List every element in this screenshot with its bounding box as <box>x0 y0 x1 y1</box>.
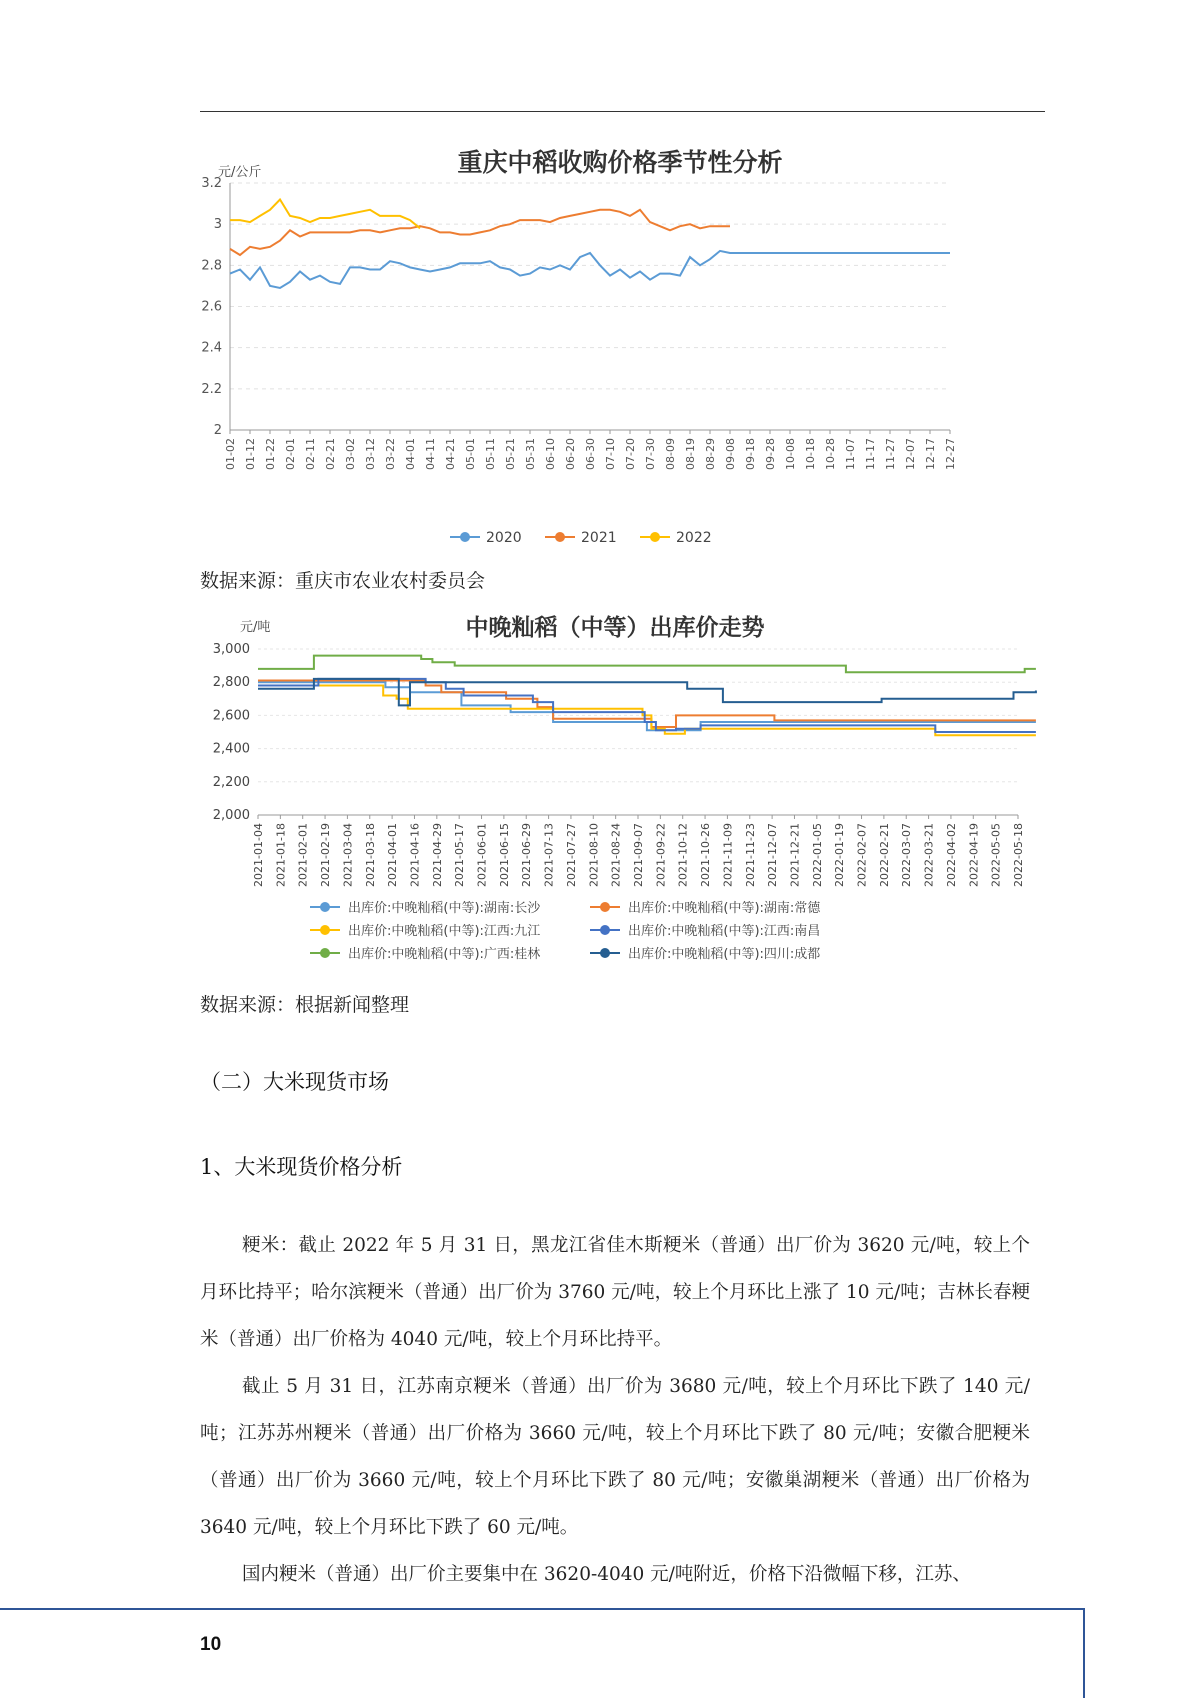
page-number: 10 <box>200 1634 222 1655</box>
x-tick-label: 2021-11-09 <box>721 823 735 887</box>
paragraph-japonica-east: 截止 5 月 31 日，江苏南京粳米（普通）出厂价为 3680 元/吨，较上个月环比下跌了 140 元/吨；江苏苏州粳米（普通）出厂价格为 3660 元/吨，较上个月环比下跌了 80 元/吨；安徽合肥粳米（普通）出厂价为 3660 元/吨，较上个月环比下跌了 80 元/吨；安徽巢湖粳米（普通）出厂价格为 3640 元/吨，较上个月环比下跌了 60 元/吨。 <box>200 1376 1030 1538</box>
x-tick-label: 2021-01-18 <box>274 823 288 887</box>
y-tick-label: 3 <box>213 217 222 233</box>
x-tick-label: 2022-01-05 <box>810 823 824 887</box>
x-tick-label: 2022-03-07 <box>900 823 914 887</box>
footer-rule <box>0 1608 1084 1610</box>
y-axis-unit: 元/公斤 <box>218 165 262 180</box>
legend-marker <box>650 532 660 542</box>
legend-label: 出库价:中晚籼稻(中等):湖南:长沙 <box>348 901 541 916</box>
x-tick-label: 2021-06-15 <box>497 823 511 887</box>
chart2-source: 数据来源：根据新闻整理 <box>200 994 410 1016</box>
x-tick-label: 2021-02-19 <box>319 823 333 887</box>
x-tick-label: 03-02 <box>344 438 357 470</box>
chart-title: 中晚籼稻（中等）出库价走势 <box>465 615 765 641</box>
x-tick-label: 2022-03-21 <box>922 823 936 887</box>
x-tick-label: 2021-09-07 <box>632 823 645 887</box>
x-tick-label: 05-21 <box>504 438 517 470</box>
x-tick-label: 05-31 <box>524 438 537 470</box>
y-tick-label: 2.8 <box>201 258 222 274</box>
y-tick-label: 3.2 <box>201 176 222 191</box>
series-line <box>258 681 1036 728</box>
series-line <box>258 656 1036 673</box>
y-tick-label: 2,600 <box>212 708 250 724</box>
x-tick-label: 2021-09-22 <box>654 823 668 887</box>
x-tick-label: 02-01 <box>284 438 297 470</box>
x-tick-label: 09-28 <box>764 438 777 470</box>
y-tick-label: 2,800 <box>212 675 250 691</box>
x-tick-label: 12-07 <box>904 438 917 470</box>
x-tick-label: 07-20 <box>624 438 637 470</box>
chart-chongqing-rice-purchase-price <box>200 140 1045 555</box>
x-tick-label: 2021-08-10 <box>587 823 601 887</box>
x-tick-label: 12-27 <box>944 438 957 470</box>
y-tick-label: 2,400 <box>212 741 250 757</box>
x-tick-label: 2021-04-29 <box>430 823 444 887</box>
y-tick-label: 2.2 <box>201 381 222 397</box>
legend-label: 出库价:中晚籼稻(中等):广西:桂林 <box>348 947 541 962</box>
paragraph-japonica-summary: 国内粳米（普通）出厂价主要集中在 3620-4040 元/吨附近，价格下沿微幅下移，江苏、 <box>242 1564 971 1585</box>
x-tick-label: 2021-08-24 <box>609 823 623 887</box>
x-tick-label: 2022-02-21 <box>877 823 891 887</box>
legend-label: 出库价:中晚籼稻(中等):江西:九江 <box>348 924 541 939</box>
legend-marker <box>600 925 610 935</box>
header-rule <box>200 111 1045 112</box>
chart1-source: 数据来源：重庆市农业农村委员会 <box>200 570 486 592</box>
legend-label: 2020 <box>486 530 522 546</box>
x-tick-label: 12-17 <box>924 438 937 470</box>
chart-late-indica-rice-warehouse-price <box>200 607 1045 977</box>
legend-marker <box>320 948 330 958</box>
x-tick-label: 2021-04-16 <box>408 823 422 887</box>
x-tick-label: 2021-04-01 <box>386 823 400 887</box>
x-tick-label: 2022-02-07 <box>855 823 869 887</box>
y-tick-label: 2.6 <box>201 299 222 315</box>
footer-rule-vertical <box>1083 1608 1085 1698</box>
x-tick-label: 08-29 <box>704 438 717 470</box>
x-tick-label: 11-17 <box>864 438 877 470</box>
legend-label: 2021 <box>581 530 617 546</box>
x-tick-label: 2021-07-13 <box>542 823 556 887</box>
x-tick-label: 2022-05-05 <box>989 823 1003 887</box>
x-tick-label: 07-30 <box>644 438 657 470</box>
x-tick-label: 2021-11-23 <box>743 823 757 887</box>
x-tick-label: 01-02 <box>224 438 237 470</box>
legend-marker <box>460 532 470 542</box>
legend-label: 出库价:中晚籼稻(中等):湖南:常德 <box>628 901 821 916</box>
y-tick-label: 2,200 <box>212 774 250 790</box>
x-tick-label: 2022-01-19 <box>833 823 847 887</box>
x-tick-label: 2021-01-04 <box>252 823 265 887</box>
x-tick-label: 2021-06-01 <box>475 823 489 887</box>
x-tick-label: 2021-10-12 <box>676 823 690 887</box>
x-tick-label: 03-12 <box>364 438 377 470</box>
x-tick-label: 10-18 <box>804 438 817 470</box>
legend-marker <box>600 902 610 912</box>
x-tick-label: 02-11 <box>304 438 317 470</box>
x-tick-label: 08-09 <box>664 438 677 470</box>
x-tick-label: 04-21 <box>444 438 457 470</box>
x-tick-label: 04-11 <box>424 438 437 470</box>
x-tick-label: 10-08 <box>784 438 797 470</box>
x-tick-label: 01-22 <box>264 438 277 470</box>
x-tick-label: 2022-05-18 <box>1012 823 1025 887</box>
paragraph-japonica-northeast: 粳米：截止 2022 年 5 月 31 日，黑龙江省佳木斯粳米（普通）出厂价为 3620 元/吨，较上个月环比持平；哈尔滨粳米（普通）出厂价为 3760 元/吨，较上个月环比上涨了 10 元/吨；吉林长春粳米（普通）出厂价格为 4040 元/吨，较上个月环比持平。 <box>200 1235 1030 1350</box>
x-tick-label: 07-10 <box>604 438 617 470</box>
x-tick-label: 04-01 <box>404 438 417 470</box>
x-tick-label: 2021-03-18 <box>363 823 377 887</box>
x-tick-label: 2021-12-07 <box>766 823 780 887</box>
chart-title: 重庆中稻收购价格季节性分析 <box>457 148 783 177</box>
x-tick-label: 2021-05-17 <box>453 823 467 887</box>
x-tick-label: 02-21 <box>324 438 337 470</box>
x-tick-label: 09-18 <box>744 438 757 470</box>
series-line-2020 <box>230 251 950 288</box>
y-axis-unit: 元/吨 <box>240 620 271 635</box>
x-tick-label: 2022-04-02 <box>944 823 958 887</box>
series-line <box>258 682 1036 730</box>
x-tick-label: 11-27 <box>884 438 897 470</box>
x-tick-label: 05-11 <box>484 438 497 470</box>
y-tick-label: 2,000 <box>212 808 250 823</box>
x-tick-label: 08-19 <box>684 438 697 470</box>
x-tick-label: 05-01 <box>464 438 477 470</box>
x-tick-label: 10-28 <box>824 438 837 470</box>
x-tick-label: 2021-07-27 <box>564 823 578 887</box>
y-tick-label: 2.4 <box>201 340 222 356</box>
x-tick-label: 01-12 <box>244 438 257 470</box>
legend-marker <box>555 532 565 542</box>
legend-label: 出库价:中晚籼稻(中等):江西:南昌 <box>628 924 821 939</box>
x-tick-label: 06-10 <box>544 438 557 470</box>
x-tick-label: 06-20 <box>564 438 577 470</box>
x-tick-label: 09-08 <box>724 438 737 470</box>
y-tick-label: 3,000 <box>212 642 250 657</box>
x-tick-label: 2021-10-26 <box>699 823 713 887</box>
legend-marker <box>320 925 330 935</box>
legend-label: 出库价:中晚籼稻(中等):四川:成都 <box>628 947 821 962</box>
section-heading: （二）大米现货市场 <box>200 1070 389 1094</box>
legend-marker <box>600 948 610 958</box>
x-tick-label: 06-30 <box>584 438 597 470</box>
x-tick-label: 2021-06-29 <box>520 823 534 887</box>
x-tick-label: 11-07 <box>844 438 857 470</box>
y-tick-label: 2 <box>213 423 222 438</box>
subsection-heading: 1、大米现货价格分析 <box>200 1155 403 1179</box>
x-tick-label: 2021-02-01 <box>296 823 310 887</box>
x-tick-label: 2021-12-21 <box>788 823 802 887</box>
legend-label: 2022 <box>676 530 712 546</box>
x-tick-label: 2021-03-04 <box>341 823 355 887</box>
legend-marker <box>320 902 330 912</box>
series-line-2021 <box>230 210 730 255</box>
x-tick-label: 2022-04-19 <box>967 823 981 887</box>
x-tick-label: 03-22 <box>384 438 397 470</box>
